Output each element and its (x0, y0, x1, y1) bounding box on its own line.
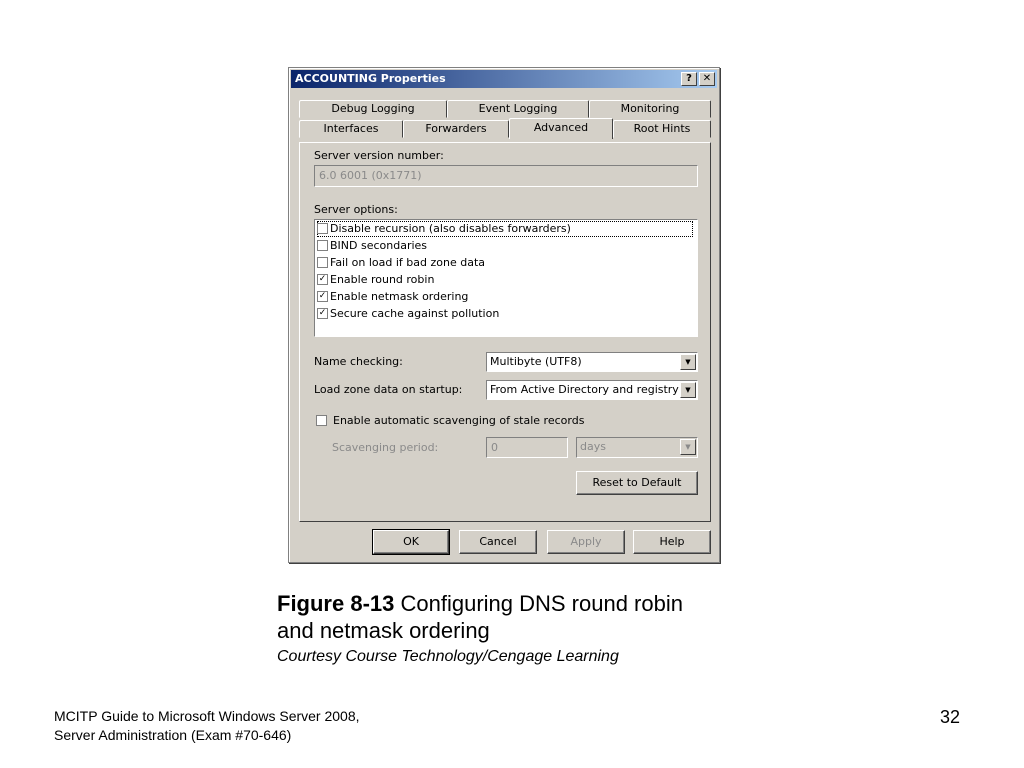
tab-root-hints[interactable]: Root Hints (613, 120, 711, 138)
name-checking-label: Name checking: (314, 355, 403, 368)
tab-interfaces[interactable]: Interfaces (299, 120, 403, 138)
ok-button[interactable]: OK (373, 530, 449, 554)
tab-event-logging[interactable]: Event Logging (447, 100, 589, 118)
option-secure-cache[interactable] (317, 306, 693, 322)
server-options-label: Server options: (314, 203, 398, 216)
option-label: Disable recursion (also disables forwarders) (330, 222, 571, 235)
tab-forwarders[interactable]: Forwarders (403, 120, 509, 138)
cancel-button[interactable]: Cancel (459, 530, 537, 554)
help-button[interactable]: Help (633, 530, 711, 554)
option-label: Secure cache against pollution (330, 307, 500, 320)
checkbox-checked[interactable]: ✓ (318, 308, 327, 318)
select-value: Multibyte (UTF8) (490, 355, 582, 368)
checkbox[interactable] (317, 240, 328, 251)
figure-caption (277, 590, 777, 668)
scavenging-period-label: Scavenging period: (332, 441, 439, 454)
properties-dialog (288, 67, 720, 563)
checkbox-checked[interactable]: ✓ (318, 291, 327, 301)
footer-line-1: MCITP Guide to Microsoft Windows Server 2008, (54, 708, 360, 724)
dropdown-arrow-icon[interactable]: ▼ (680, 439, 696, 455)
dropdown-arrow-icon[interactable]: ▼ (680, 382, 696, 398)
tab-debug-logging[interactable]: Debug Logging (299, 100, 447, 118)
slide-footer (54, 707, 360, 745)
option-enable-round-robin[interactable] (317, 272, 693, 288)
load-zone-label: Load zone data on startup: (314, 383, 463, 396)
advanced-tab-panel (299, 142, 711, 522)
option-label: Fail on load if bad zone data (330, 256, 486, 269)
server-version-field: 6.0 6001 (0x1771) (314, 165, 698, 187)
checkbox-checked[interactable]: ✓ (318, 274, 327, 284)
server-options-list[interactable] (314, 219, 698, 337)
option-label: BIND secondaries (330, 239, 428, 252)
option-enable-netmask-ordering[interactable] (317, 289, 693, 305)
footer-line-2: Server Administration (Exam #70-646) (54, 727, 292, 743)
scavenging-label[interactable]: Enable automatic scavenging of stale records (333, 414, 585, 427)
select-value: From Active Directory and registry (490, 383, 679, 396)
dropdown-arrow-icon[interactable]: ▼ (680, 354, 696, 370)
apply-button[interactable]: Apply (547, 530, 625, 554)
scavenging-period-input[interactable]: 0 (486, 437, 568, 458)
option-fail-on-load[interactable] (317, 255, 693, 271)
checkbox[interactable] (317, 257, 328, 268)
option-disable-recursion[interactable] (317, 221, 693, 237)
close-title-button[interactable]: ✕ (699, 72, 715, 86)
figure-label: Figure 8-13 (277, 591, 395, 616)
option-bind-secondaries[interactable] (317, 238, 693, 254)
tab-advanced[interactable]: Advanced (509, 118, 613, 139)
caption-credit: Courtesy Course Technology/Cengage Learning (277, 648, 619, 665)
reset-to-default-button[interactable]: Reset to Default (576, 471, 698, 495)
scavenging-checkbox[interactable] (316, 415, 327, 426)
title-bar[interactable] (291, 70, 717, 88)
load-zone-select[interactable] (486, 380, 698, 400)
option-label: Enable round robin (330, 273, 435, 286)
caption-line-2: and netmask ordering (277, 618, 490, 643)
name-checking-select[interactable] (486, 352, 698, 372)
checkbox[interactable] (317, 223, 328, 234)
scavenging-unit-select[interactable] (576, 437, 698, 458)
option-label: Enable netmask ordering (330, 290, 469, 303)
tab-monitoring[interactable]: Monitoring (589, 100, 711, 118)
caption-line-1 (277, 590, 777, 617)
select-value: days (580, 440, 606, 453)
caption-text-1: Configuring DNS round robin (394, 591, 683, 616)
server-version-label: Server version number: (314, 149, 444, 162)
page-number: 32 (940, 707, 961, 727)
dialog-title: ACCOUNTING Properties (295, 72, 446, 85)
help-title-button[interactable]: ? (681, 72, 697, 86)
